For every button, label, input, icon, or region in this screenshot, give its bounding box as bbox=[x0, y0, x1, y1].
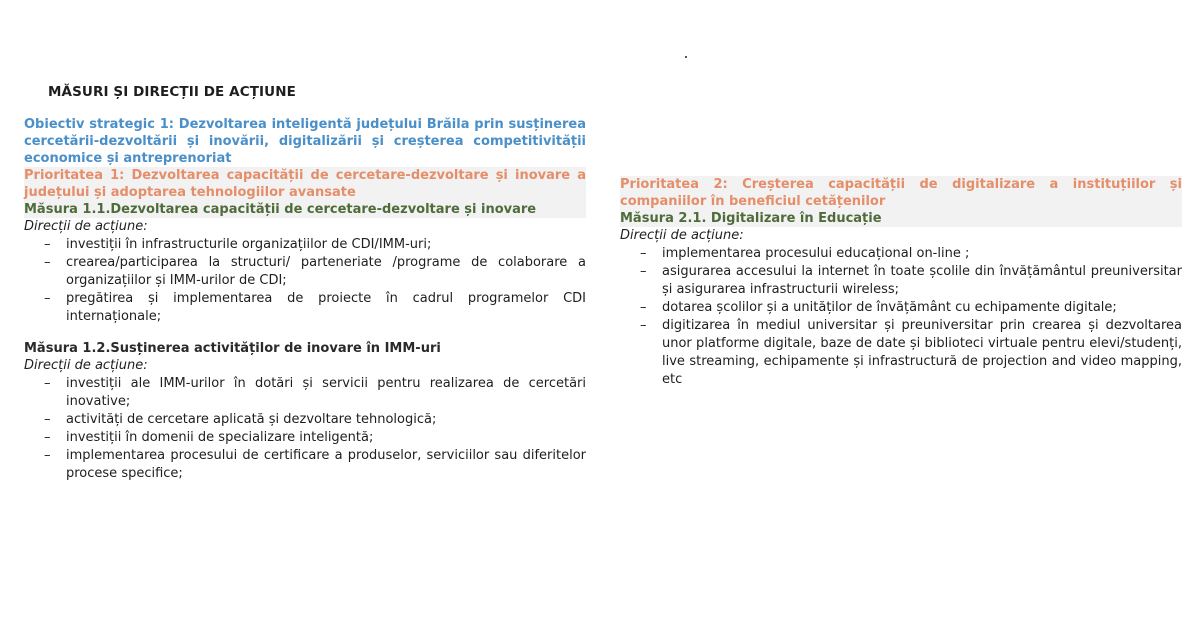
list-item: – activități de cercetare aplicată și dezvoltare tehnologică; bbox=[44, 412, 437, 427]
directions-label: Direcții de acțiune: bbox=[620, 228, 744, 243]
directions-label: Direcții de acțiune: bbox=[24, 358, 148, 373]
directions-label: Direcții de acțiune: bbox=[24, 219, 148, 234]
list-item: – implementarea procesului educațional on-line ; bbox=[640, 246, 970, 261]
left-column bbox=[24, 84, 586, 483]
list-item: – investiții în domenii de specializare inteligentă; bbox=[44, 430, 374, 445]
right-column bbox=[620, 176, 1182, 389]
list-item: – pregătirea și implementarea de proiecte în cadrul programelor CDI internaționale; bbox=[44, 291, 586, 324]
priority-2: Prioritatea 2: Creșterea capacității de digitalizare a instituțiilor și companiilor în beneficiul cetățenilor bbox=[620, 177, 1182, 209]
measure-1-2-title: Măsura 1.2.Susținerea activităților de inovare în IMM-uri bbox=[24, 341, 441, 356]
measure-1-2-list bbox=[24, 375, 586, 483]
measure-1-1-title: Măsura 1.1.Dezvoltarea capacității de cercetare-dezvoltare și inovare bbox=[24, 201, 586, 218]
list-item: – asigurarea accesului la internet în toate școlile din învățământul preuniversitar și asigurarea infrastructurii wireless; bbox=[640, 264, 1182, 297]
measure-2-1-title: Măsura 2.1. Digitalizare în Educație bbox=[620, 210, 1182, 227]
measure-2-1-list bbox=[620, 245, 1182, 389]
list-item: – implementarea procesului de certificare a produselor, serviciilor sau diferitelor procese specifice; bbox=[44, 448, 586, 481]
list-item: – investiții ale IMM-urilor în dotări și servicii pentru realizarea de cercetări inovative; bbox=[44, 376, 586, 409]
stray-dot bbox=[685, 56, 687, 58]
section-heading: MĂSURI ȘI DIRECȚII DE ACȚIUNE bbox=[48, 84, 296, 100]
list-item: – crearea/participarea la structuri/ parteneriate /programe de colaborare a organizațiilor și IMM-urilor de CDI; bbox=[44, 255, 586, 288]
list-item: – investiții în infrastructurile organizațiilor de CDI/IMM-uri; bbox=[44, 237, 432, 252]
strategic-objective: Obiectiv strategic 1: Dezvoltarea inteligentă județului Brăila prin susținerea cercetării-dezvoltării și inovării, digitalizării și creșterea competitivității economice și antreprenoriat bbox=[24, 117, 586, 166]
list-item: – dotarea școlilor și a unităților de învățământ cu echipamente digitale; bbox=[640, 300, 1117, 315]
measure-1-1-list bbox=[24, 236, 586, 326]
list-item: – digitizarea în mediul universitar și preuniversitar prin crearea și dezvoltarea unor platforme digitale, baze de date și biblioteci virtuale pentru elevi/studenți, live streaming, echipamente și infrastructură de projection and video mapping, etc bbox=[640, 318, 1182, 387]
priority-1: Prioritatea 1: Dezvoltarea capacității de cercetare-dezvoltare și inovare a județului și adoptarea tehnologiilor avansate bbox=[24, 168, 586, 200]
